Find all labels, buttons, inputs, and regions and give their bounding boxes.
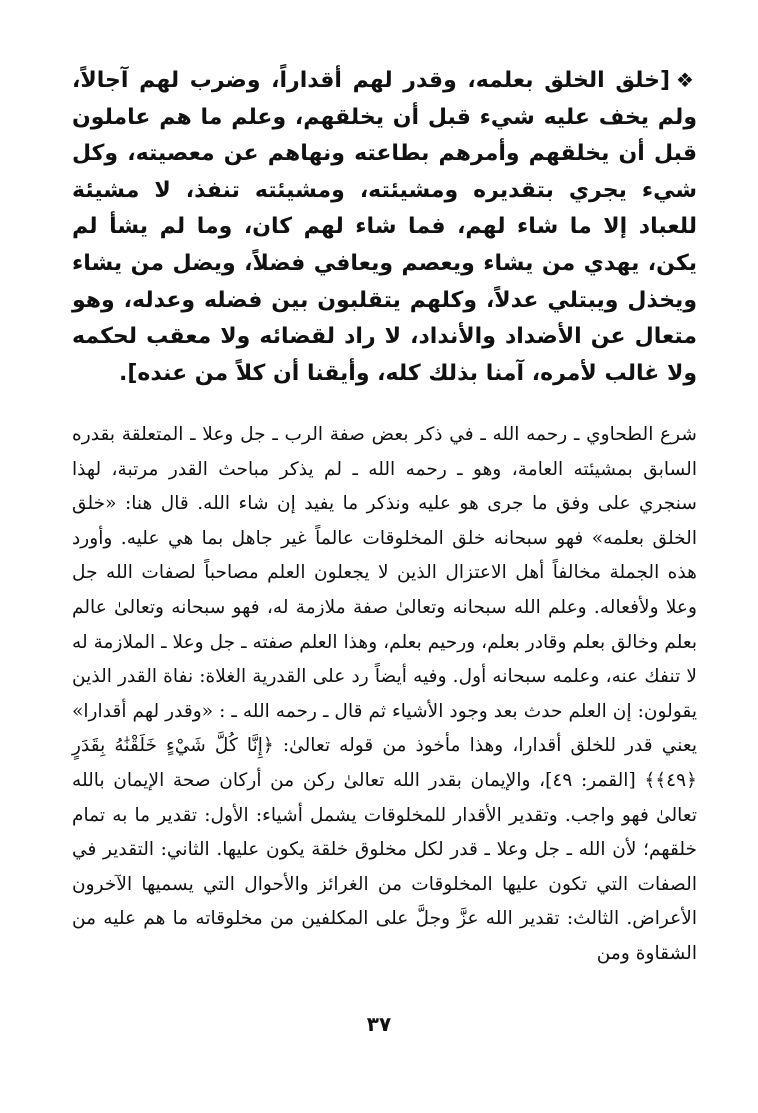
matn-text: [خلق الخلق بعلمه، وقدر لهم أقداراً، وضرب لهم آجالاً، ولم يخف عليه شيء قبل أن يخلقهم، وعلم ما هم عاملون قبل أن يخلقهم وأمرهم بطاعته ونهاهم عن معصيته، وكل شيء يجري بتقديره ومشيئته، ومشيئته تنفذ، لا مشيئة للعباد إلا ما شاء لهم، فما شاء لهم كان، وما لم يشأ لم يكن، يهدي من يشاء ويعصم ويعافي فضلاً، ويضل من يشاء ويخذل ويبتلي عدلاً، وكلهم يتقلبون بين فضله وعدله، وهو متعال عن الأضداد والأنداد، لا راد لقضائه ولا معقب لحكمه ولا غالب لأمره، آمنا بذلك كله، وأيقنا أن كلاً من عنده]. [72,68,697,386]
page-number: ٣٧ [366,1012,392,1036]
matn-paragraph [72,62,697,392]
bullet-ornament-icon: ❖ [676,68,697,92]
commentary-paragraph: شرع الطحاوي ـ رحمه الله ـ في ذكر بعض صفة الرب ـ جل وعلا ـ المتعلقة بقدره السابق بمشيئته العامة، وهو ـ رحمه الله ـ لم يذكر مباحث القدر مرتبة، لهذا سنجري على وفق ما جرى هو عليه ونذكر ما يفيد إن شاء الله. قال هنا: «خلق الخلق بعلمه» فهو سبحانه خلق المخلوقات عالماً غير جاهل بما هي عليه. وأورد هذه الجملة مخالفاً أهل الاعتزال الذين لا يجعلون العلم مصاحباً لصفات الله جل وعلا ولأفعاله. وعلم الله سبحانه وتعالىٰ صفة ملازمة له، فهو سبحانه وتعالىٰ عالم بعلم وخالق بعلم وقادر بعلم، ورحيم بعلم، وهذا العلم صفته ـ جل وعلا ـ الملازمة له لا تنفك عنه، وعلمه سبحانه أول. وفيه أيضاً رد على القدرية الغلاة: نفاة القدر الذين يقولون: إن العلم حدث بعد وجود الأشياء ثم قال ـ رحمه الله ـ : «وقدر لهم أقدارا» يعني قدر للخلق أقدارا، وهذا مأخوذ من قوله تعالىٰ: ﴿إِنَّا كُلَّ شَيْءٍ خَلَقْنَٰهُ بِقَدَرٍ ﴿٤٩﴾﴾ [القمر: ٤٩]، والإيمان بقدر الله تعالىٰ ركن من أركان صحة الإيمان بالله تعالىٰ فهو واجب. وتقدير الأقدار للمخلوقات يشمل أشياء: الأول: تقدير ما به تمام خلقهم؛ لأن الله ـ جل وعلا ـ قدر لكل مخلوق خلقة يكون عليها. الثاني: التقدير في الصفات التي تكون عليها المخلوقات من الغرائز والأحوال التي يسميها الآخرون الأعراض. الثالث: تقدير الله عزَّ وجلَّ على المكلفين من مخلوقاته ما هم عليه من الشقاوة ومن [72,424,697,964]
